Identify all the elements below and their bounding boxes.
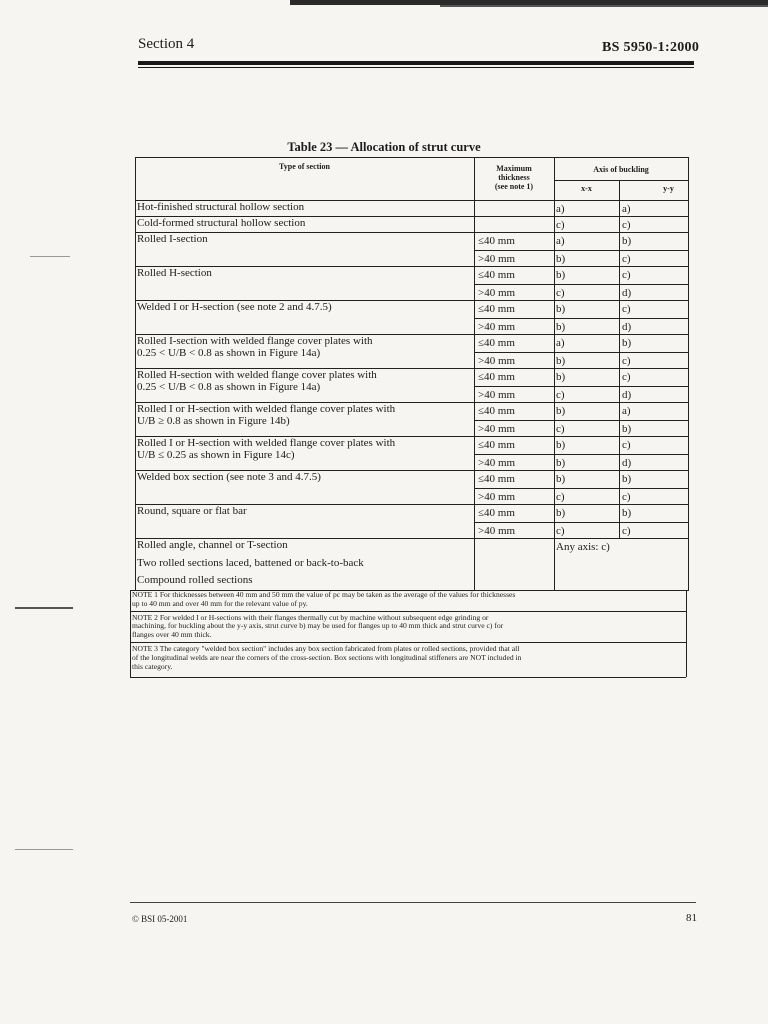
copyright: © BSI 05-2001 <box>132 914 188 924</box>
curve-xx-value: b) <box>556 473 566 485</box>
curve-any-axis: Any axis: c) <box>556 541 610 553</box>
margin-mark <box>15 849 73 850</box>
curve-yy-value: d) <box>622 287 632 299</box>
table-rule <box>474 318 689 319</box>
curve-xx-value: b) <box>556 321 566 333</box>
section-type: Rolled H-section <box>137 267 212 279</box>
header-xx: x-x <box>581 184 592 193</box>
table-note: NOTE 2 For welded I or H-sections with their flanges thermally cut by machine without subsequent edge grinding or <box>132 612 489 622</box>
max-thickness-value: ≤40 mm <box>478 473 515 485</box>
section-label: Section 4 <box>138 36 195 52</box>
max-thickness-value: ≤40 mm <box>478 235 515 247</box>
table-rule <box>619 200 620 538</box>
curve-xx-value: b) <box>556 439 566 451</box>
section-type: U/B ≤ 0.25 as shown in Figure 14c) <box>137 449 295 461</box>
curve-yy-value: a) <box>622 405 631 417</box>
table-rule <box>554 157 555 590</box>
table-rule <box>474 250 689 251</box>
curve-xx-value: b) <box>556 507 566 519</box>
header-rule <box>138 61 694 65</box>
curve-yy-value: c) <box>622 355 631 367</box>
header-max-thickness: Maximum <box>496 164 532 173</box>
curve-xx-value: b) <box>556 457 566 469</box>
curve-yy-value: c) <box>622 491 631 503</box>
section-type: Rolled I-section with welded flange cover plates with <box>137 335 373 347</box>
curve-yy-value: b) <box>622 507 632 519</box>
section-type: 0.25 < U/B < 0.8 as shown in Figure 14a) <box>137 347 321 359</box>
curve-xx-value: a) <box>556 235 565 247</box>
max-thickness-value: ≤40 mm <box>478 405 515 417</box>
section-type: Rolled H-section with welded flange cover plates with <box>137 369 377 381</box>
table-note: this category. <box>132 661 173 671</box>
max-thickness-value: >40 mm <box>478 355 516 367</box>
curve-xx-value: c) <box>556 423 565 435</box>
curve-yy-value: c) <box>622 303 631 315</box>
section-type: 0.25 < U/B < 0.8 as shown in Figure 14a) <box>137 381 321 393</box>
curve-yy-value: b) <box>622 337 632 349</box>
table-rule <box>554 180 689 181</box>
table-rule <box>130 642 686 643</box>
table-rule <box>135 266 689 267</box>
section-type: Cold-formed structural hollow section <box>137 217 306 229</box>
table-note: NOTE 3 The category "welded box section" includes any box section fabricated from plates or rolled sections, provided that all <box>132 644 520 653</box>
max-thickness-value: ≤40 mm <box>478 371 515 383</box>
header-yy: y-y <box>663 184 674 193</box>
page-number: 81 <box>686 912 697 924</box>
max-thickness-value: >40 mm <box>478 321 516 333</box>
curve-yy-value: c) <box>622 269 631 281</box>
curve-xx-value: c) <box>556 525 565 537</box>
table-rule <box>135 232 689 233</box>
table-note: of the longitudinal welds are near the corners of the cross-section. Box sections with longitudinal stiffeners are NOT included in <box>132 652 522 662</box>
max-thickness-value: >40 mm <box>478 525 516 537</box>
max-thickness-value: ≤40 mm <box>478 337 515 349</box>
curve-yy-value: d) <box>622 321 632 333</box>
max-thickness-value: >40 mm <box>478 457 516 469</box>
max-thickness-value: ≤40 mm <box>478 269 515 281</box>
header-axis-of-buckling: Axis of buckling <box>593 165 649 174</box>
curve-yy-value: d) <box>622 389 632 401</box>
section-type: Rolled I or H-section with welded flange cover plates with <box>137 403 396 415</box>
table-rule <box>135 157 136 590</box>
curve-xx-value: b) <box>556 303 566 315</box>
table-rule <box>474 352 689 353</box>
curve-yy-value: c) <box>622 253 631 265</box>
max-thickness-value: ≤40 mm <box>478 303 515 315</box>
table-note: flanges over 40 mm thick. <box>132 630 212 640</box>
curve-xx-value: b) <box>556 355 566 367</box>
footer-rule <box>130 902 696 903</box>
table-rule <box>474 522 689 523</box>
section-type: Compound rolled sections <box>137 574 253 586</box>
curve-yy-value: c) <box>622 219 631 231</box>
curve-xx-value: c) <box>556 219 565 231</box>
section-type: Rolled I-section <box>137 233 208 245</box>
table-note: machining, for buckling about the y-y axis, strut curve b) may be used for flanges up to 40 mm thick and strut curve c) for <box>132 621 504 631</box>
section-type: Round, square or flat bar <box>137 505 247 517</box>
curve-xx-value: b) <box>556 269 566 281</box>
standard-number: BS 5950-1:2000 <box>602 40 700 55</box>
section-type: Two rolled sections laced, battened or back-to-back <box>137 556 364 569</box>
max-thickness-value: >40 mm <box>478 389 516 401</box>
header-max-thickness: (see note 1) <box>494 182 534 191</box>
section-type: Welded box section (see note 3 and 4.7.5) <box>137 471 321 483</box>
curve-xx-value: a) <box>556 337 565 349</box>
table-rule <box>474 157 475 590</box>
table-rule <box>688 157 689 590</box>
curve-xx-value: b) <box>556 405 566 417</box>
table-rule <box>130 677 686 678</box>
margin-mark <box>15 607 73 609</box>
table-rule <box>130 590 131 677</box>
max-thickness-value: >40 mm <box>478 423 516 435</box>
curve-xx-value: b) <box>556 253 566 265</box>
curve-yy-value: a) <box>622 203 631 215</box>
table-rule <box>474 420 689 421</box>
max-thickness-value: >40 mm <box>478 287 516 299</box>
scan-edge-shadow <box>440 5 768 7</box>
table-rule <box>135 157 689 158</box>
curve-yy-value: b) <box>622 473 632 485</box>
table-rule <box>474 386 689 387</box>
section-type: Hot-finished structural hollow section <box>137 201 305 213</box>
margin-mark <box>30 256 70 257</box>
curve-xx-value: a) <box>556 203 565 215</box>
curve-yy-value: c) <box>622 371 631 383</box>
curve-xx-value: c) <box>556 287 565 299</box>
max-thickness-value: >40 mm <box>478 491 516 503</box>
curve-xx-value: c) <box>556 389 565 401</box>
table-rule <box>686 590 687 677</box>
max-thickness-value: ≤40 mm <box>478 507 515 519</box>
section-type: Welded I or H-section (see note 2 and 4.7.5) <box>137 301 332 313</box>
section-type: Rolled I or H-section with welded flange cover plates with <box>137 437 396 449</box>
curve-xx-value: c) <box>556 491 565 503</box>
curve-yy-value: d) <box>622 457 632 469</box>
table-rule <box>619 180 620 200</box>
curve-yy-value: c) <box>622 525 631 537</box>
max-thickness-value: ≤40 mm <box>478 439 515 451</box>
header-rule-thin <box>138 67 694 68</box>
table-note: NOTE 1 For thicknesses between 40 mm and 50 mm the value of pc may be taken as the average of the values for thicknesses <box>132 590 516 599</box>
curve-yy-value: c) <box>622 439 631 451</box>
curve-yy-value: b) <box>622 423 632 435</box>
table-rule <box>474 488 689 489</box>
section-type: Rolled angle, channel or T-section <box>137 539 288 551</box>
curve-yy-value: b) <box>622 235 632 247</box>
table-rule <box>474 454 689 455</box>
table-note: up to 40 mm and over 40 mm for the relevant value of py. <box>132 598 308 608</box>
header-type-of-section: Type of section <box>279 162 330 171</box>
table-title: Table 23 — Allocation of strut curve <box>287 140 481 154</box>
header-max-thickness: thickness <box>498 173 530 182</box>
curve-xx-value: b) <box>556 371 566 383</box>
max-thickness-value: >40 mm <box>478 253 516 265</box>
section-type: U/B ≥ 0.8 as shown in Figure 14b) <box>137 415 290 427</box>
table-rule <box>130 611 686 612</box>
table-rule <box>474 284 689 285</box>
